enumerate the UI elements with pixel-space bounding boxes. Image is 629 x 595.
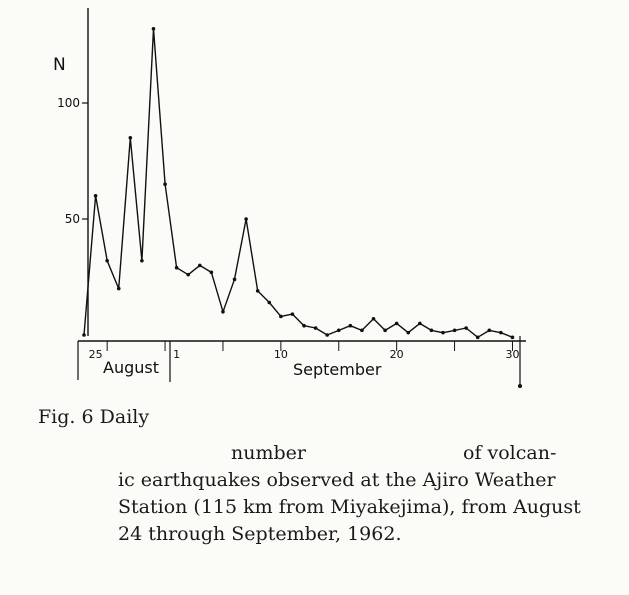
- data-point-day-49: [372, 317, 376, 321]
- data-point-day-43: [302, 324, 306, 328]
- data-point-day-38: [244, 217, 248, 221]
- data-point-day-37: [233, 278, 237, 282]
- x-tick-label-20: 20: [389, 348, 404, 361]
- x-tick-label-25: 25: [88, 348, 103, 361]
- data-point-day-54: [430, 329, 434, 333]
- caption-body: ic earthquakes observed at the Ajiro Weather Station (115 km from Miyakejima), from August 24 through September, 1962.: [118, 469, 581, 545]
- data-point-day-52: [406, 331, 410, 335]
- data-point-day-24: [82, 333, 86, 337]
- data-point-day-25: [94, 194, 98, 198]
- x-tick-label-10: 10: [273, 348, 288, 361]
- data-point-day-50: [383, 329, 387, 333]
- x-tick-label-1: 1: [173, 348, 181, 361]
- data-point-day-56: [453, 329, 457, 333]
- data-point-day-27: [117, 287, 121, 291]
- caption-word-number: number: [231, 442, 306, 464]
- data-point-day-33: [186, 273, 190, 277]
- data-point-day-47: [349, 324, 353, 328]
- ticks: [57, 96, 512, 351]
- data-point-day-28: [129, 136, 133, 140]
- data-point-day-60: [499, 331, 503, 335]
- data-point-day-26: [105, 259, 109, 263]
- data-point-day-35: [210, 271, 214, 275]
- data-point-day-44: [314, 326, 318, 330]
- figure-label: Fig. 6 Daily: [38, 406, 150, 428]
- data-point-day-55: [441, 331, 445, 335]
- data-point-day-31: [163, 182, 167, 186]
- data-point-day-48: [360, 329, 364, 333]
- y-axis-label: N: [53, 55, 66, 75]
- data-point-day-42: [291, 312, 295, 316]
- y-tick-label-50: 50: [64, 212, 80, 226]
- data-point-day-29: [140, 259, 144, 263]
- labels: [53, 55, 519, 379]
- data-point-day-45: [325, 333, 329, 337]
- data-point-day-58: [476, 336, 480, 340]
- data-point-day-57: [464, 326, 468, 330]
- data-point-day-39: [256, 289, 260, 293]
- data-point-day-41: [279, 315, 283, 319]
- data-point-day-40: [267, 301, 271, 305]
- data-point-day-34: [198, 264, 202, 268]
- data-point-day-53: [418, 322, 422, 326]
- x-tick-label-30: 30: [505, 348, 520, 361]
- month-label-august: August: [103, 358, 159, 377]
- caption-word-of-volcan: of volcan-: [463, 442, 557, 464]
- data-point-day-32: [175, 266, 179, 270]
- series-line: [84, 29, 513, 338]
- y-tick-label-100: 100: [57, 96, 80, 110]
- data-point-day-61: [511, 336, 515, 340]
- x-axis-end-dot: [518, 384, 522, 388]
- data-point-day-59: [488, 329, 492, 333]
- series-line-group: [82, 27, 514, 339]
- month-label-september: September: [293, 360, 382, 379]
- data-point-day-46: [337, 329, 341, 333]
- data-point-day-51: [395, 322, 399, 326]
- data-point-day-30: [152, 27, 156, 31]
- data-point-day-36: [221, 310, 225, 314]
